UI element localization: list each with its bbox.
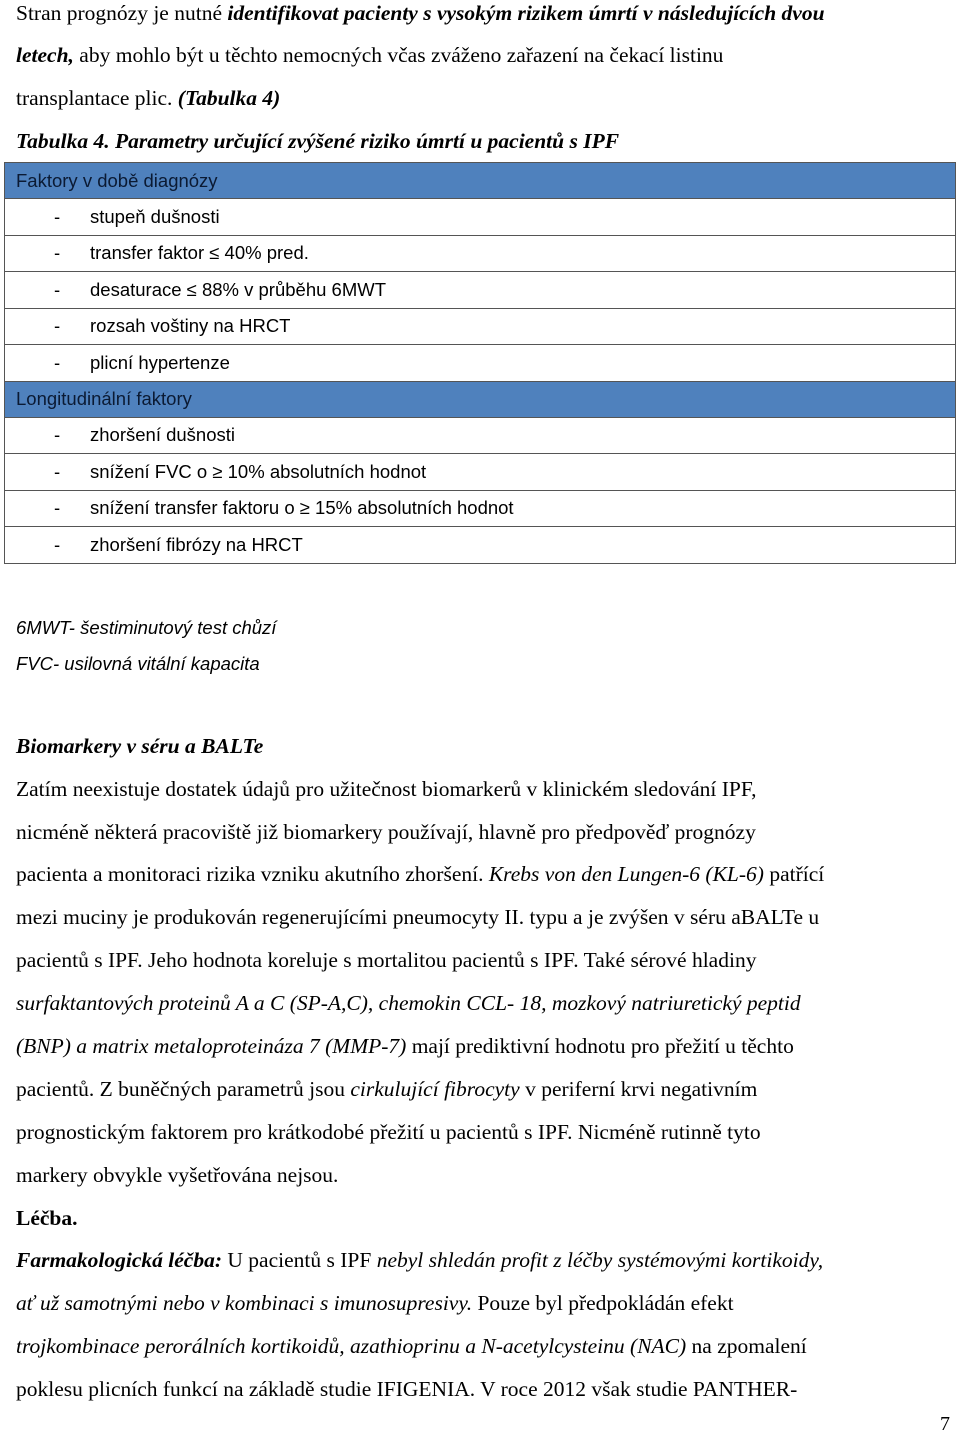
text-run-italic: Krebs von den Lungen-6 (KL-6)	[488, 862, 764, 886]
table-reference: (Tabulka 4)	[177, 86, 281, 110]
paragraph-line: nicméně některá pracoviště již biomarkery používají, hlavně pro předpověď prognózy	[16, 820, 756, 844]
text-run: Pouze byl předpokládán efekt	[472, 1291, 734, 1315]
paragraph-line: pacientů s IPF. Jeho hodnota koreluje s mortalitou pacientů s IPF. Také sérové hladiny	[16, 948, 757, 972]
intro-text: Stran prognózy je nutné	[16, 1, 228, 25]
abbreviation-note: FVC- usilovná vitální kapacita	[16, 653, 260, 674]
dash: -	[54, 205, 61, 227]
text-run-italic: nebyl shledán profit z léčby systémovými kortikoidy,	[376, 1248, 824, 1272]
paragraph-line	[16, 1290, 734, 1316]
section-heading: Biomarkery v séru a BALTe	[16, 734, 264, 758]
section-heading: Léčba.	[16, 1206, 78, 1230]
item-text: transfer faktor ≤ 40% pred.	[90, 242, 309, 264]
paragraph-line	[16, 1076, 757, 1102]
dash: -	[54, 351, 61, 373]
text-run: v periferní krvi negativním	[519, 1077, 758, 1101]
dash: -	[54, 424, 61, 446]
intro-emphasis: letech,	[16, 43, 74, 67]
dash: -	[54, 497, 61, 519]
group-title: Faktory v době diagnózy	[16, 169, 218, 191]
risk-factors-table	[4, 162, 956, 564]
intro-line-2	[16, 42, 723, 68]
table-group-header	[5, 163, 956, 199]
paragraph-line	[16, 1333, 807, 1359]
paragraph-line: Zatím neexistuje dostatek údajů pro užitečnost biomarkerů v klinickém sledování IPF,	[16, 777, 757, 801]
group-title: Longitudinální faktory	[16, 388, 192, 409]
text-run: na zpomalení	[686, 1334, 807, 1358]
table-row	[5, 199, 956, 236]
item-text: zhoršení dušnosti	[90, 424, 236, 446]
paragraph-line: markery obvykle vyšetřována nejsou.	[16, 1163, 339, 1187]
abbreviation-note: 6MWT- šestiminutový test chůzí	[16, 617, 277, 638]
text-run-italic: ať už samotnými nebo v kombinaci s imunosupresivy.	[16, 1291, 473, 1315]
dash: -	[54, 315, 61, 337]
item-text: plicní hypertenze	[90, 351, 230, 373]
paragraph-line: mezi muciny je produkován regenerujícími pneumocyty II. typu a je zvýšen v séru aBALTe u	[16, 905, 820, 929]
table-row	[5, 454, 956, 491]
table-group-header	[5, 381, 956, 417]
table-caption: Tabulka 4. Parametry určující zvýšené riziko úmrtí u pacientů s IPF	[16, 129, 620, 153]
table-row	[5, 417, 956, 454]
text-run: pacientů. Z buněčných parametrů jsou	[16, 1077, 351, 1101]
table-row	[5, 308, 956, 345]
paragraph-line	[16, 861, 824, 887]
paragraph-line: prognostickým faktorem pro krátkodobé přežití u pacientů s IPF. Nicméně rutinně tyto	[16, 1120, 761, 1144]
table-row	[5, 345, 956, 382]
text-run-bold-italic: Farmakologická léčba:	[16, 1248, 223, 1272]
dash: -	[54, 533, 61, 555]
text-run-italic: trojkombinace perorálních kortikoidů, azathioprinu a N-acetylcysteinu (NAC)	[16, 1334, 687, 1358]
dash: -	[54, 460, 61, 482]
paragraph-line	[16, 1033, 794, 1059]
text-run-italic: cirkulující fibrocyty	[350, 1077, 520, 1101]
table-row	[5, 527, 956, 564]
paragraph-line: surfaktantových proteinů A a C (SP-A,C), chemokin CCL- 18, mozkový natriuretický peptid	[16, 991, 801, 1015]
intro-line-3	[16, 85, 280, 111]
page-number: 7	[940, 1413, 950, 1435]
text-run-italic: (BNP) a matrix metaloproteináza 7 (MMP-7)	[16, 1034, 407, 1058]
text-run: mají prediktivní hodnotu pro přežití u těchto	[406, 1034, 794, 1058]
item-text: snížení FVC o ≥ 10% absolutních hodnot	[90, 460, 427, 482]
table-row	[5, 235, 956, 272]
item-text: stupeň dušnosti	[90, 205, 220, 227]
intro-line-1	[16, 0, 825, 26]
table-row	[5, 490, 956, 527]
intro-emphasis: identifikovat pacienty s vysokým rizikem úmrtí v následujících dvou	[227, 1, 825, 25]
text-run: pacienta a monitoraci rizika vzniku akutního zhoršení.	[16, 862, 489, 886]
item-text: snížení transfer faktoru o ≥ 15% absolutních hodnot	[90, 497, 514, 519]
table-row	[5, 272, 956, 309]
item-text: zhoršení fibrózy na HRCT	[90, 533, 303, 555]
paragraph-line: poklesu plicních funkcí na základě studie IFIGENIA. V roce 2012 však studie PANTHER-	[16, 1377, 798, 1401]
paragraph-line	[16, 1247, 823, 1273]
item-text: desaturace ≤ 88% v průběhu 6MWT	[90, 278, 387, 300]
dash: -	[54, 278, 61, 300]
dash: -	[54, 242, 61, 264]
item-text: rozsah voštiny na HRCT	[90, 315, 291, 337]
intro-text: transplantace plic.	[16, 86, 178, 110]
intro-text: aby mohlo být u těchto nemocných včas zváženo zařazení na čekací listinu	[73, 43, 724, 67]
text-run: U pacientů s IPF	[222, 1248, 377, 1272]
text-run: patřící	[763, 862, 825, 886]
